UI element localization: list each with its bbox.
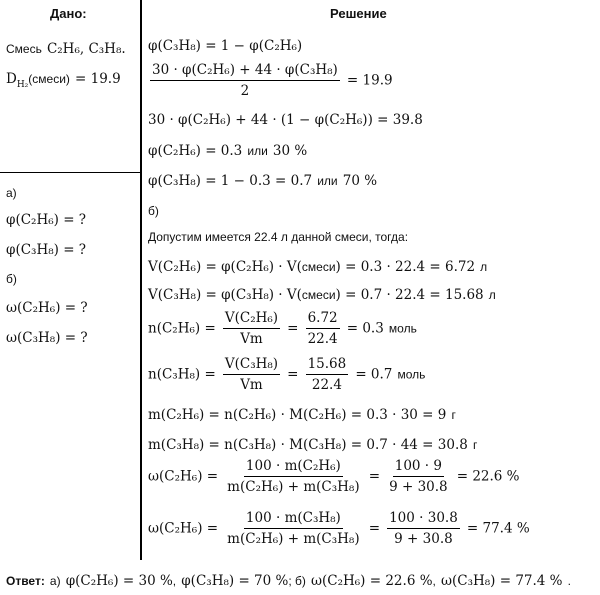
answer-label: Ответ: (6, 574, 45, 588)
solution-line-1: φ(C₃H₈) = 1 − φ(C₂H₆) (148, 38, 303, 54)
given-header: Дано: (50, 6, 87, 21)
solution-line-3: 30 · φ(C₂H₆) + 44 · (1 − φ(C₂H₆)) = 39.8 (148, 112, 423, 128)
find-phi-c2h6: φ(C₂H₆) = ? (6, 212, 87, 228)
given-mixture: Смесь C₂H₆, C₃H₈. (6, 41, 126, 57)
mass-fraction-c3h8: ω(C₂H₆) = $\frac{\text{100 · m(C₃H₈)}}{\text{m(C₂H₆) + m(C₃H₈)}}$ = $\frac{100 \cdot 30.8}{9 + 30.8}$ = 77.4 % (148, 510, 530, 547)
mass-c2h6: m(C₂H₆) = n(C₂H₆) · M(C₂H₆) = 0.3 · 30 = 9 г (148, 407, 456, 423)
mass-c3h8: m(C₃H₈) = n(C₃H₈) · M(C₃H₈) = 0.7 · 44 = 30.8 г (148, 437, 478, 453)
answer-line: Ответ: а) φ(C₂H₆) = 30 %, φ(C₃H₈) = 70 %; б) ω(C₂H₆) = 22.6 %, ω(C₃H₈) = 77.4 % . (6, 573, 571, 589)
volume-c2h6: V(C₂H₆) = φ(C₂H₆) · V(смеси) = 0.3 · 22.4 = 6.72 л (148, 259, 488, 275)
find-phi-c3h8: φ(C₃H₈) = ? (6, 242, 87, 258)
solution-line-2: $\frac{\text{30 · φ(C₂H₆) + 44 · φ(C₃H₈)}}{2}$ = 19.9 (152, 62, 393, 99)
volume-c3h8: V(C₃H₈) = φ(C₃H₈) · V(смеси) = 0.7 · 22.4 = 15.68 л (148, 287, 496, 303)
find-omega-c3h8: ω(C₃H₈) = ? (6, 330, 88, 346)
find-omega-c2h6: ω(C₂H₆) = ? (6, 300, 88, 316)
solution-assumption: Допустим имеется 22.4 л данной смеси, тогда: (148, 230, 409, 244)
moles-c3h8: n(C₃H₈) = $\frac{\text{V(C₃H₈)}}{Vm}$ = $\frac{15.68}{22.4}$ = 0.7 моль (148, 356, 426, 393)
mass-fraction-c2h6: ω(C₂H₆) = $\frac{\text{100 · m(C₂H₆)}}{\text{m(C₂H₆) + m(C₃H₈)}}$ = $\frac{100 \cdot 9}{9 + 30.8}$ = 22.6 % (148, 458, 520, 495)
given-divider (0, 172, 140, 173)
solution-line-4: φ(C₂H₆) = 0.3 или 30 % (148, 143, 308, 159)
given-part-a: а) (6, 186, 17, 200)
given-density: $D_{H_2}(смеси) = 19.9$ (6, 71, 121, 91)
solution-line-5: φ(C₃H₈) = 1 − 0.3 = 0.7 или 70 % (148, 173, 378, 189)
solution-header: Решение (330, 6, 387, 21)
column-divider (140, 0, 142, 560)
moles-c2h6: n(C₂H₆) = $\frac{\text{V(C₂H₆)}}{Vm}$ = $\frac{6.72}{22.4}$ = 0.3 моль (148, 310, 417, 347)
given-part-b: б) (6, 272, 17, 286)
solution-part-b: б) (148, 204, 159, 218)
